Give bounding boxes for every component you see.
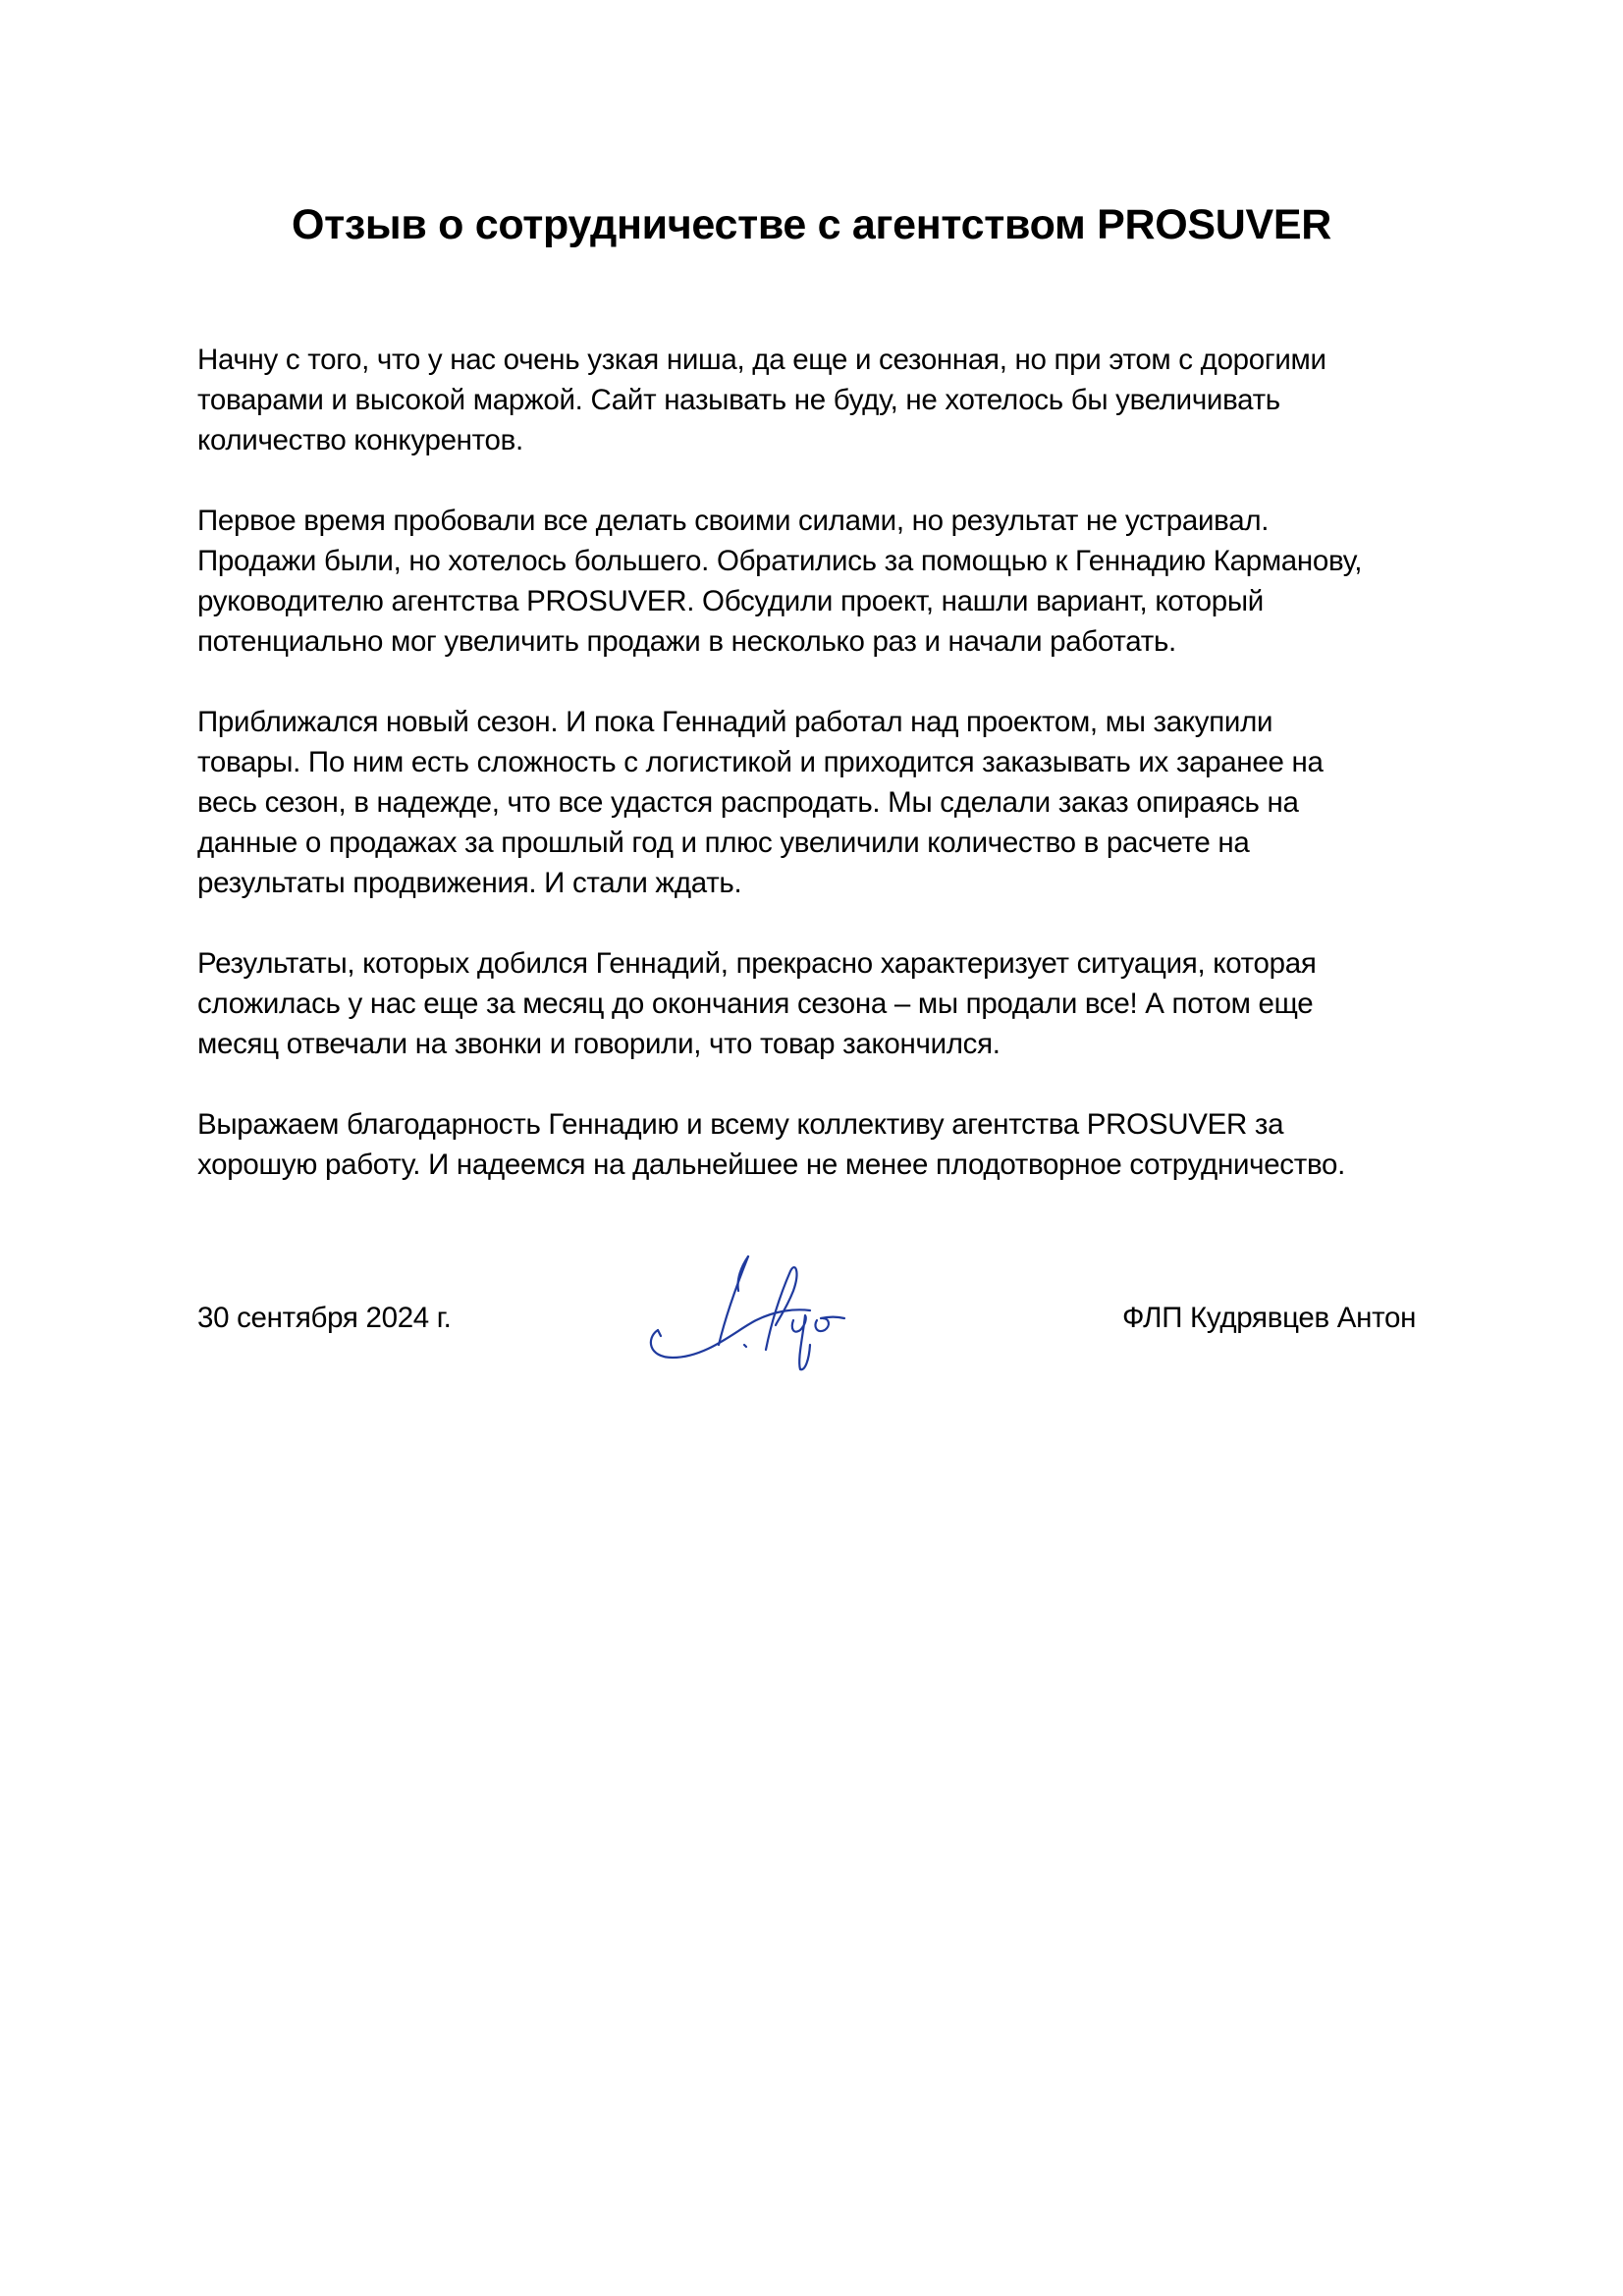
paragraph-line: количество конкурентов. [197, 424, 523, 456]
paragraph-line: хорошую работу. И надеемся на дальнейшее не менее плодотворное сотрудничество. [197, 1148, 1346, 1181]
paragraph-line: руководителю агентства PROSUVER. Обсудили проект, нашли вариант, который [197, 585, 1264, 617]
paragraph-5 [197, 1104, 1454, 1185]
document-title: Отзыв о сотрудничестве с агентством PROSUVER [291, 201, 1332, 248]
paragraph-line: Начну с того, что у нас очень узкая ниша, да еще и сезонная, но при этом с дорогими [197, 344, 1326, 376]
signature-icon [628, 1252, 884, 1399]
paragraph-line: весь сезон, в надежде, что все удастся распродать. Мы сделали заказ опираясь на [197, 786, 1299, 819]
paragraph-line: Приближался новый сезон. И пока Геннадий работал над проектом, мы закупили [197, 706, 1273, 738]
paragraph-line: данные о продажах за прошлый год и плюс увеличили количество в расчете на [197, 827, 1250, 859]
paragraph-line: товарами и высокой маржой. Сайт называть не буду, не хотелось бы увеличивать [197, 384, 1280, 416]
paragraph-1 [197, 340, 1454, 460]
paragraph-line: Первое время пробовали все делать своими силами, но результат не устраивал. [197, 505, 1270, 537]
paragraph-line: товары. По ним есть сложность с логистикой и приходится заказывать их заранее на [197, 746, 1324, 778]
paragraph-line: Результаты, которых добился Геннадий, прекрасно характеризует ситуация, которая [197, 947, 1317, 980]
document-date: 30 сентября 2024 г. [197, 1302, 452, 1334]
paragraph-line: месяц отвечали на звонки и говорили, что товар закончился. [197, 1028, 1001, 1060]
paragraph-3 [197, 702, 1454, 903]
paragraph-line: Продажи были, но хотелось большего. Обратились за помощью к Геннадию Карманову, [197, 545, 1363, 577]
signer-name: ФЛП Кудрявцев Антон [1122, 1302, 1417, 1334]
paragraph-line: сложилась у нас еще за месяц до окончания сезона – мы продали все! А потом еще [197, 988, 1314, 1020]
paragraph-line: Выражаем благодарность Геннадию и всему коллективу агентства PROSUVER за [197, 1108, 1284, 1141]
paragraph-line: потенциально мог увеличить продажи в несколько раз и начали работать. [197, 625, 1176, 658]
paragraph-2 [197, 501, 1454, 662]
paragraph-4 [197, 943, 1454, 1064]
paragraph-line: результаты продвижения. И стали ждать. [197, 867, 742, 899]
